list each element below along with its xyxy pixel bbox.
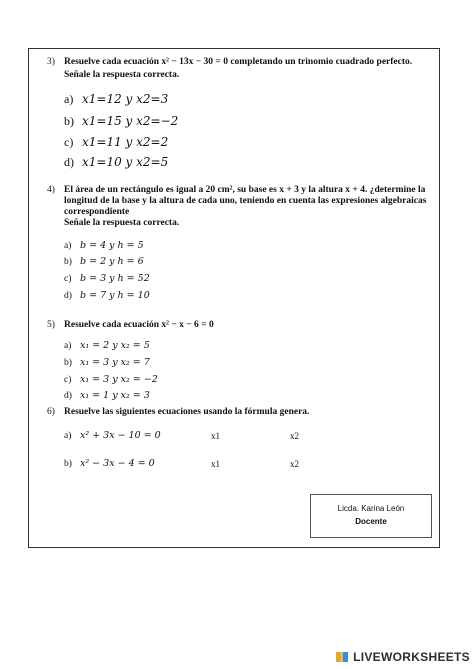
q6-item-a: a) x² + 3x − 10 = 0 <box>64 430 161 441</box>
q5-option-a[interactable]: a) x₁ = 2 y x₂ = 5 <box>64 340 150 351</box>
q5-option-d[interactable]: d) x₁ = 1 y x₂ = 3 <box>64 390 150 401</box>
q5-line1: Resuelve cada ecuación x² − x − 6 = 0 <box>64 320 214 330</box>
q6-number: 6) <box>47 407 55 417</box>
logo-text: LIVEWORKSHEETS <box>353 650 470 664</box>
q4-option-c[interactable]: c) b = 3 y h = 52 <box>64 273 150 284</box>
q4-option-b[interactable]: b) b = 2 y h = 6 <box>64 256 144 267</box>
q5-option-c[interactable]: c) x₁ = 3 y x₂ = −2 <box>64 374 158 385</box>
logo-icon <box>335 650 349 664</box>
q3-option-d[interactable]: d) x1=10 y x2=5 <box>64 155 169 169</box>
q3-option-b[interactable]: b) x1=15 y x2=−2 <box>64 114 179 128</box>
q4-number: 4) <box>47 185 55 195</box>
liveworksheets-logo <box>335 649 470 665</box>
q3-option-c[interactable]: c) x1=11 y x2=2 <box>64 135 169 149</box>
q5-number: 5) <box>47 320 55 330</box>
q5-option-b[interactable]: b) x₁ = 3 y x₂ = 7 <box>64 357 150 368</box>
q4-option-a[interactable]: a) b = 4 y h = 5 <box>64 240 144 251</box>
q6-b-x2-answer[interactable]: x2 <box>290 459 299 469</box>
teacher-role: Docente <box>355 517 387 526</box>
q3-line2: Señale la respuesta correcta. <box>64 70 180 80</box>
q4-line3: correspondiente <box>64 207 130 217</box>
q6-line1: Resuelve las siguientes ecuaciones usando la fórmula genera. <box>64 407 310 417</box>
q4-option-d[interactable]: d) b = 7 y h = 10 <box>64 290 150 301</box>
q4-line2: longitud de la base y la altura de cada uno, teniendo en cuenta las expresiones algebraicas <box>64 196 427 206</box>
q6-b-x1-answer[interactable]: x1 <box>211 459 220 469</box>
q6-a-x1-answer[interactable]: x1 <box>211 431 220 441</box>
q3-number: 3) <box>47 57 55 67</box>
q3-option-a[interactable]: a) x1=12 y x2=3 <box>64 92 169 106</box>
q3-line1: Resuelve cada ecuación x² − 13x − 30 = 0 completando un trinomio cuadrado perfecto. <box>64 57 413 67</box>
teacher-name: Licda. Karina León <box>337 504 405 513</box>
q6-item-b: b) x² − 3x − 4 = 0 <box>64 458 155 469</box>
q4-line4: Señale la respuesta correcta. <box>64 218 180 228</box>
q6-a-x2-answer[interactable]: x2 <box>290 431 299 441</box>
signature-box <box>310 494 432 538</box>
q4-line1: El área de un rectángulo es igual a 20 cm², su base es x + 3 y la altura x + 4. ¿determine la <box>64 185 426 195</box>
